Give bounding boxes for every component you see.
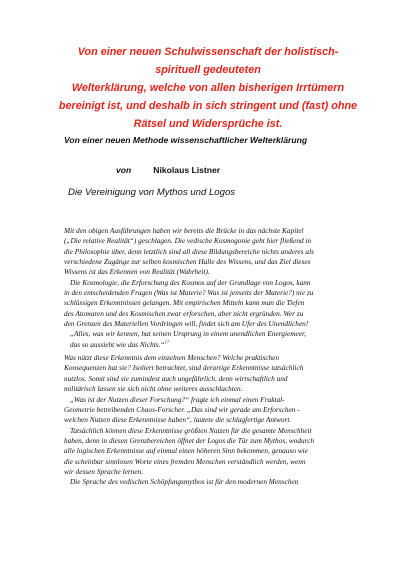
title-line: Von einer neuen Schulwissenschaft der holistisch-: [77, 46, 339, 58]
text-line: Wissens ist das Erkennen von Realität (Wahrheit).: [64, 267, 210, 277]
text-line: verschiedene Zugänge zur selben kosmischen Halle des Wissens, und das Ziel dieses: [64, 257, 311, 267]
text-line: Konsequenzen hat sie? Isoliert betrachtet, sind derartige Erkenntnisse tatsächlich: [64, 363, 304, 373]
text-line: welchen Nutzen diese Erkenntnisse haben“, lautete die schlagfertige Antwort.: [64, 415, 292, 425]
text-line: militärisch lassen sie sich nicht ohne weiteres ausschlachten.: [64, 384, 243, 394]
text-line: in den entscheidenden Fragen (Was ist Materie? Was ist jenseits der Materie?) nie zu: [64, 288, 314, 298]
quote-line: [64, 340, 354, 350]
quote-end: das so aussieht wie das Nichts.“: [70, 339, 165, 349]
text-line: Tatsächlich können diese Erkenntnisse größten Nutzen für die gesamte Menschheit: [70, 425, 312, 435]
quote-line: „Alles, was wir kennen, hat seinen Ursprung in einem unendlichen Energiemeer,: [70, 329, 306, 339]
document-title: [48, 43, 368, 133]
title-line: bereinigt ist, und deshalb in sich stringent und (fast) ohne: [58, 100, 358, 112]
title-line: Welterklärung, welche von allen bisherigen Irrtümern: [71, 82, 345, 94]
text-line: Mit den obigen Ausführungen haben wir bereits die Brücke in das nächste Kapitel: [64, 226, 304, 235]
body-text: [64, 226, 354, 488]
text-line: nutzlos. Somit sind sie zumindest auch ungefährlich, denn wirtschaftlich und: [64, 373, 288, 383]
text-line: Was nützt diese Erkenntnis dem einzelnen Menschen? Welche praktischen: [64, 353, 280, 363]
text-line: wir dessen Sprache lernen.: [64, 466, 144, 476]
text-line: („Die relative Realität“) geschlagen. Die vedische Kosmogonie geht hier fließend in: [64, 236, 312, 246]
author-name: Nikolaus Listner: [153, 165, 221, 175]
text-line: haben, denn in diesen Grenzbereichen öffnet der Logos die Tür zum Mythos, wodurch: [64, 435, 315, 445]
author-line: [116, 165, 220, 175]
text-line: die Philosophie über, denn letztlich sind all diese Bildungsbereiche nichts anderes als: [64, 246, 314, 256]
author-prefix: von: [116, 165, 132, 175]
text-line: „Was ist der Nutzen dieser Forschung?“ fragte ich einmal einen Fraktal-: [70, 394, 285, 404]
text-line: schlüssigen Erkenntnissen gelangen. Mit empirischen Mitteln kann man die Tiefen: [64, 298, 305, 308]
document-subtitle: Von einer neuen Methode wissenschaftlicher Welterklärung: [64, 135, 308, 145]
section-heading: Die Vereinigung von Mythos und Logos: [68, 187, 236, 198]
text-line: Die Kosmologie, die Erforschung des Kosmos auf der Grundlage von Logos, kann: [70, 277, 311, 287]
text-line: alle logischen Erkenntnisse auf einmal einen höheren Sinn bekommen, genauso wie: [64, 446, 308, 456]
text-line: den Grenzen des Materiellen Vordringen will, findet sich am Ufer des Unendlichen!: [64, 319, 309, 329]
footnote-ref: 17: [164, 339, 169, 345]
text-line: des Atomaren und des Kosmischen zwar erforschen, aber nicht ergründen. Wer zu: [64, 308, 304, 318]
title-line: Rätsel und Widersprüche ist.: [133, 118, 283, 130]
title-line: spirituell gedeuteten: [155, 64, 261, 76]
text-line: die scheinbar sinnlosen Worte eines fremden Menschen verständlich werden, wenn: [64, 456, 306, 466]
text-line: Geometrie betreibenden Chaos-Forscher. „Das sind wir gerade am Erforschen -: [64, 404, 300, 414]
text-line: Die Sprache des vedischen Schöpfungsmythos ist für den modernen Menschen: [70, 477, 299, 487]
